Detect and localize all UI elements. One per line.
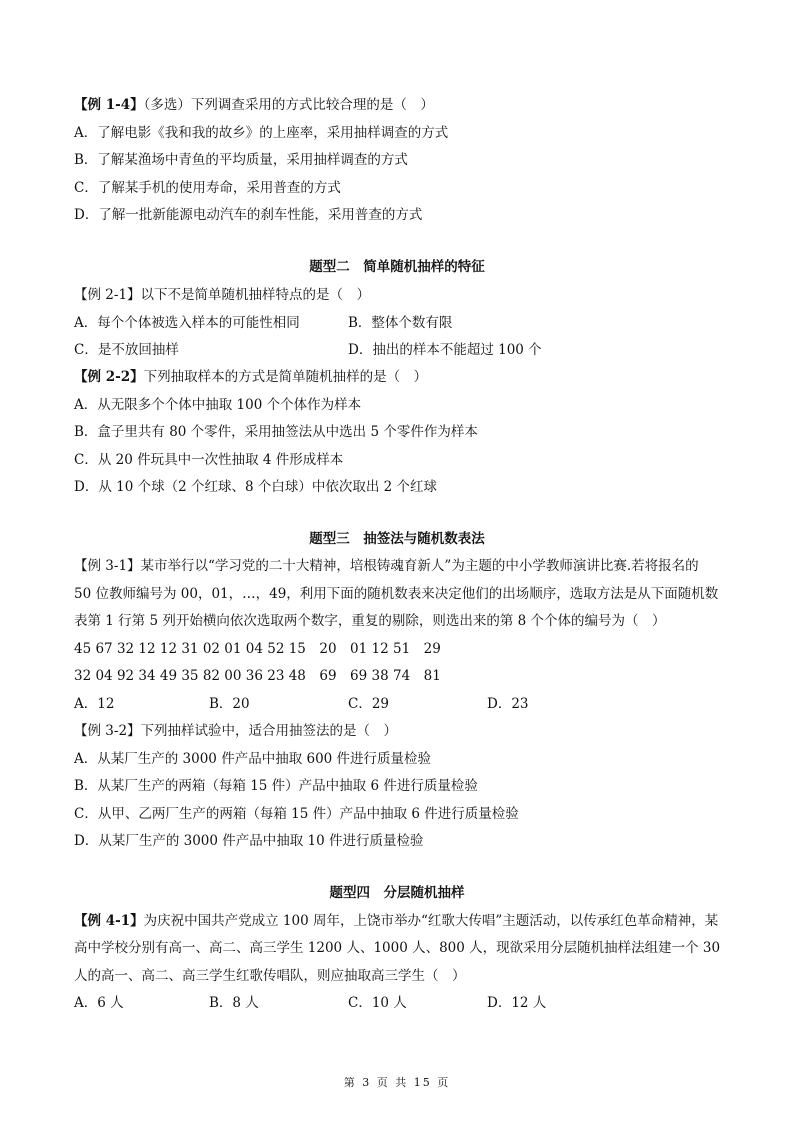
question-2-2 [74, 368, 427, 386]
option-d: D．抽出的样本不能超过 100 个 [348, 342, 542, 358]
question-label: 【例 2-1】 [74, 287, 141, 303]
question-text-line: 为庆祝中国共产党成立 100 周年，上饶市举办“红歌大传唱”主题活动，以传承红色革命精神，某 [143, 913, 719, 929]
section-heading-2: 题型二 简单随机抽样的特征 [309, 259, 485, 275]
option-d: D．12 人 [487, 995, 547, 1011]
question-2-1 [74, 286, 370, 304]
question-text: 以下不是简单随机抽样特点的是（ ） [140, 287, 371, 303]
random-number-row-2: 32 04 92 34 49 35 82 00 36 23 48 69 69 38 74 81 [74, 668, 441, 684]
option-b: B．盒子里共有 80 个零件，采用抽签法从中选出 5 个零件作为样本 [74, 424, 478, 440]
option-a: A．从某厂生产的 3000 件产品中抽取 600 件进行质量检验 [74, 751, 432, 767]
question-3-2 [74, 722, 397, 740]
option-a: A．每个个体被选入样本的可能性相同 [74, 315, 300, 331]
option-c: C．10 人 [348, 995, 407, 1011]
question-3-1 [74, 557, 699, 575]
option-a: A．6 人 [74, 995, 124, 1011]
question-text-line: 某市举行以“学习党的二十大精神，培根铸魂育新人”为主题的中小学教师演讲比赛.若将报名的 [140, 558, 699, 574]
question-label: 【例 3-1】 [74, 558, 141, 574]
section-heading-4: 题型四 分层随机抽样 [329, 885, 465, 901]
option-b: B．了解某渔场中青鱼的平均质量，采用抽样调查的方式 [74, 152, 408, 168]
question-text-line: 表第 1 行第 5 列开始横向依次选取两个数字，重复的剔除，则选出来的第 8 个个体的编号为（ ） [74, 613, 666, 629]
option-d: D．从 10 个球（2 个红球、8 个白球）中依次取出 2 个红球 [74, 479, 438, 495]
question-label: 【例 3-2】 [74, 723, 141, 739]
question-text-line: 高中学校分别有高一、高二、高三学生 1200 人、1000 人、800 人，现欲采用分层随机抽样法组建一个 30 [74, 940, 721, 956]
section-heading-3: 题型三 抽签法与随机数表法 [309, 531, 485, 547]
option-b: B．8 人 [209, 995, 259, 1011]
option-a: A．12 [74, 696, 115, 712]
question-label: 【例 2-2】 [74, 369, 144, 385]
question-label: 【例 4-1】 [74, 913, 144, 929]
question-text: （多选）下列调查采用的方式比较合理的是（ ） [143, 97, 434, 113]
option-b: B．整体个数有限 [348, 315, 453, 331]
question-label: 【例 1-4】 [74, 97, 144, 113]
option-c: C．29 [348, 696, 390, 712]
option-d: D．了解一批新能源电动汽车的刹车性能，采用普查的方式 [74, 207, 423, 223]
option-a: A．从无限多个个体中抽取 100 个个体作为样本 [74, 397, 362, 413]
option-b: B．20 [209, 696, 250, 712]
option-d: D．从某厂生产的 3000 件产品中抽取 10 件进行质量检验 [74, 833, 424, 849]
question-1-4 [74, 96, 434, 114]
option-c: C．是不放回抽样 [74, 342, 179, 358]
question-text: 下列抽取样本的方式是简单随机抽样的是（ ） [143, 369, 428, 385]
question-text-line: 人的高一、高二、高三学生红歌传唱队，则应抽取高三学生（ ） [74, 968, 466, 984]
option-b: B．从某厂生产的两箱（每箱 15 件）产品中抽取 6 件进行质量检验 [74, 778, 478, 794]
option-d: D．23 [487, 696, 529, 712]
question-text: 下列抽样试验中，适合用抽签法的是（ ） [140, 723, 398, 739]
option-c: C．从 20 件玩具中一次性抽取 4 件形成样本 [74, 452, 344, 468]
option-c: C．从甲、乙两厂生产的两箱（每箱 15 件）产品中抽取 6 件进行质量检验 [74, 806, 519, 822]
option-a: A．了解电影《我和我的故乡》的上座率，采用抽样调查的方式 [74, 125, 449, 141]
question-text-line: 50 位教师编号为 00，01，…，49，利用下面的随机数表来决定他们的出场顺序，选取方法是从下面随机数 [74, 586, 719, 602]
random-number-row-1: 45 67 32 12 12 31 02 01 04 52 15 20 01 12 51 29 [74, 641, 441, 657]
page-number-footer: 第 3 页 共 15 页 [343, 1076, 451, 1089]
option-c: C．了解某手机的使用寿命，采用普查的方式 [74, 180, 341, 196]
question-4-1 [74, 912, 718, 930]
